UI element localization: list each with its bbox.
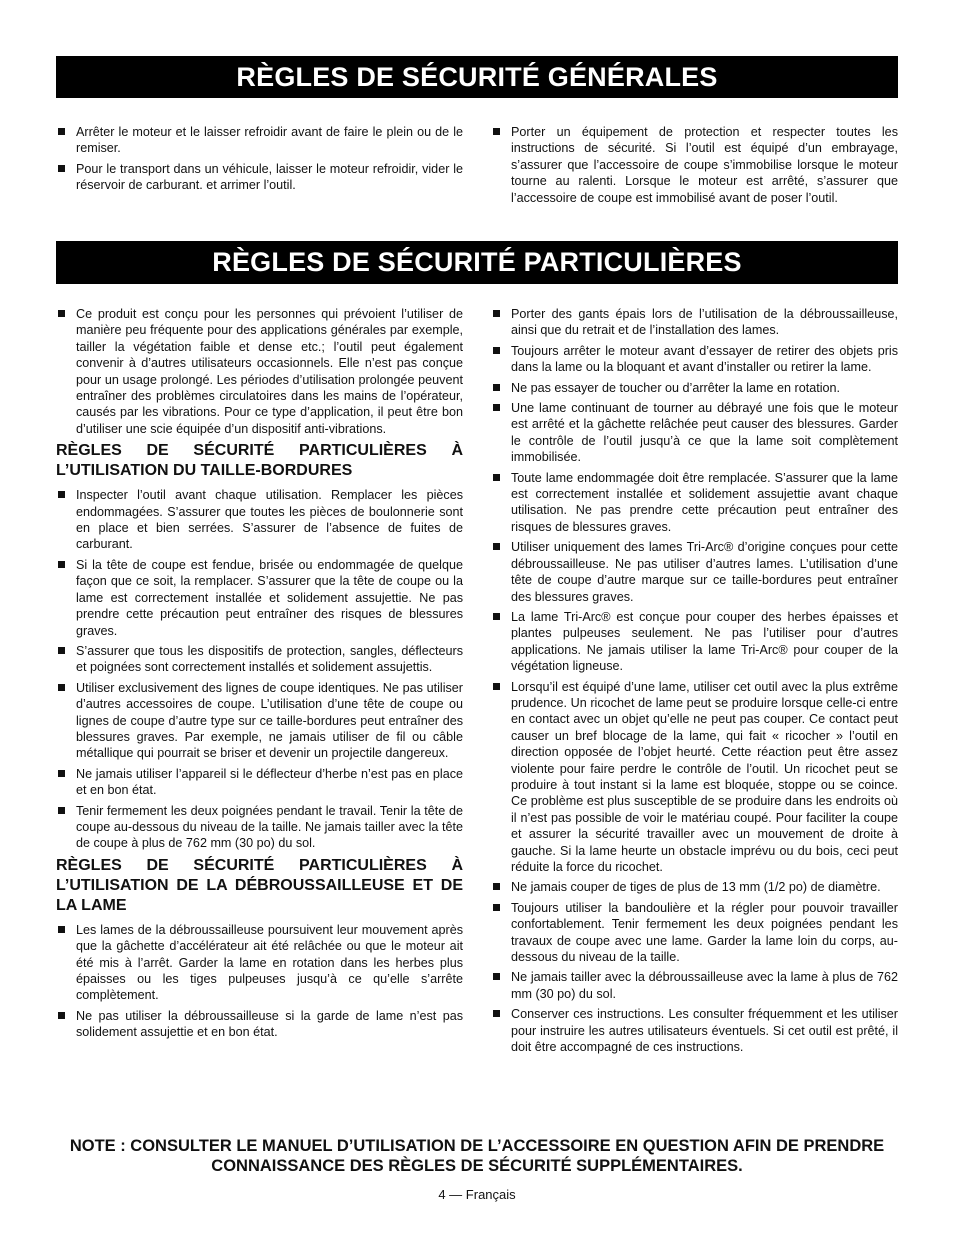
list-item <box>491 124 898 206</box>
square-bullet-icon <box>493 474 500 481</box>
particular-rules-banner <box>56 241 898 284</box>
list-item-text: Utiliser exclusivement des lignes de coupe identiques. Ne pas utiliser d’autres accessoires de coupe. L’utilisation d’une tête de coupe ou lignes de coupe d’autre type sur ce taille-bordures peut entraîner des blessures graves. Par exemple, ne jamais utiliser de fil ou câble métallique qui pourrait se briser et devenir un projectile dangereux. <box>76 680 463 761</box>
square-bullet-icon <box>493 404 500 411</box>
intro-list <box>56 306 463 437</box>
list-item <box>56 1008 463 1041</box>
square-bullet-icon <box>493 347 500 354</box>
square-bullet-icon <box>493 128 500 135</box>
list-item-text: Porter un équipement de protection et respecter toutes les instructions de sécurité. Si l’outil est équipé d’un embrayage, s’assurer que l’accessoire de coupe s’immobilise lorsque le moteur tourne au ralenti. Lorsque le moteur est arrêté, s’assurer que l’accessoire de coupe est immobilisé avant de poser l’outil. <box>511 125 898 205</box>
square-bullet-icon <box>493 973 500 980</box>
square-bullet-icon <box>58 491 65 498</box>
list-item-text: Toujours arrêter le moteur avant d’essayer de retirer des objets pris dans la lame ou la bloquant et avant d’installer ou retirer la lame. <box>511 343 898 375</box>
list-item <box>56 487 463 553</box>
brushcutter-rules-heading: RÈGLES DE SÉCURITÉ PARTICULIÈRES À L’UTILISATION DE LA DÉBROUSSAILLEUSE ET DE LA LAME <box>56 856 463 914</box>
square-bullet-icon <box>58 1012 65 1019</box>
square-bullet-icon <box>58 770 65 777</box>
list-item-text: Ne jamais couper de tiges de plus de 13 mm (1/2 po) de diamètre. <box>511 880 881 895</box>
list-item-text: Ne pas essayer de toucher ou d’arrêter la lame en rotation. <box>511 380 841 395</box>
list-item-text: Utiliser uniquement des lames Tri-Arc® d’origine conçues pour cette débroussailleuse. Ne pas utiliser d’autres lames. L’utilisation d’une tête de coupe d’autre marque sur ce taille-bordures peut entraîner des blessures graves. <box>511 540 898 604</box>
particular-rules-title: RÈGLES DE SÉCURITÉ PARTICULIÈRES <box>212 247 742 277</box>
page-footer: 4 — Français <box>438 1187 516 1202</box>
list-item <box>56 643 463 676</box>
list-item-text: Si la tête de coupe est fendue, brisée ou endommagée de quelque façon que ce soit, la remplacer. S’assurer que la tête de coupe ou la lame est correctement installée et solidement assujettie. Ne pas prendre cette précaution peut entraîner des risques de blessures graves. <box>76 557 463 638</box>
general-left-column <box>56 124 463 198</box>
brushcutter-rules-list <box>56 922 463 1041</box>
list-item-text: Tenir fermement les deux poignées pendant le travail. Tenir la tête de coupe au-dessous du niveau de la taille. Ne jamais tailler avec la tête de coupe à plus de 762 mm (30 po) du sol. <box>76 803 463 851</box>
list-item <box>491 679 898 876</box>
list-item <box>491 609 898 675</box>
square-bullet-icon <box>493 904 500 911</box>
square-bullet-icon <box>58 926 65 933</box>
list-item <box>56 680 463 762</box>
list-item-text: Toute lame endommagée doit être remplacée. S’assurer que la lame est correctement installée et solidement assujettie avant chaque utilisation. Ne pas prendre cette précaution peut entraîner des risques de blessures graves. <box>511 470 898 534</box>
accessory-manual-note: NOTE : CONSULTER LE MANUEL D’UTILISATION DE L’ACCESSOIRE EN QUESTION AFIN DE PRENDRE CONNAISSANCE DES RÈGLES DE SÉCURITÉ SUPPLÉMENTAIRES. <box>69 1137 885 1175</box>
list-item-text: Les lames de la débroussailleuse poursuivent leur mouvement après que la gâchette d’accélérateur ait été relâchée ou que le moteur ait été mis à l’arrêt. Garder la lame en rotation dans les herbes plus épaisses ou les tiges pulpeuses jusqu’à ce qu’elle s’arrête complètement. <box>76 922 463 1003</box>
square-bullet-icon <box>58 128 65 135</box>
list-item-text: Une lame continuant de tourner au débrayé une fois que le moteur est arrêté et la gâchette relâchée peut causer des blessures. Garder le contrôle de l’outil jusqu’à ce que la lame soit complètement immobilisée. <box>511 401 898 465</box>
list-item <box>491 400 898 466</box>
square-bullet-icon <box>493 883 500 890</box>
square-bullet-icon <box>493 1010 500 1017</box>
list-item-text: Inspecter l’outil avant chaque utilisation. Remplacer les pièces endommagées. S’assurer que toutes les pièces de boulonnerie sont en place et bien serrées. S’assurer de l’absence de fuites de carburant. <box>76 488 463 552</box>
square-bullet-icon <box>58 165 65 172</box>
list-item <box>491 380 898 396</box>
square-bullet-icon <box>58 807 65 814</box>
list-item <box>491 306 898 339</box>
list-item <box>56 306 463 437</box>
list-item <box>491 879 898 895</box>
square-bullet-icon <box>58 310 65 317</box>
trimmer-rules-heading: RÈGLES DE SÉCURITÉ PARTICULIÈRES À L’UTILISATION DU TAILLE-BORDURES <box>56 442 463 480</box>
list-item-text: S’assurer que tous les dispositifs de protection, sangles, déflecteurs et poignées sont correctement installés et solidement assujettis. <box>76 643 463 675</box>
list-item <box>491 900 898 966</box>
general-left-list <box>56 124 463 194</box>
trimmer-rules-list <box>56 487 463 852</box>
square-bullet-icon <box>493 310 500 317</box>
list-item <box>491 1006 898 1055</box>
general-rules-banner <box>56 56 898 98</box>
list-item-text: Arrêter le moteur et le laisser refroidir avant de faire le plein ou de le remiser. <box>76 125 463 156</box>
list-item-text: Ne jamais tailler avec la débroussailleuse avec la lame à plus de 762 mm (30 po) du sol. <box>511 970 898 1001</box>
list-item-text: Pour le transport dans un véhicule, laisser le moteur refroidir, vider le réservoir de carburant. et arrimer l’outil. <box>76 161 463 193</box>
square-bullet-icon <box>58 647 65 654</box>
list-item <box>491 969 898 1002</box>
list-item <box>491 343 898 376</box>
list-item-text: Ce produit est conçu pour les personnes qui prévoient l’utiliser de manière peu fréquente pour des applications générales par exemple, tailler la végétation faible et dense etc.; l’outil peut également convenir à d’autres utilisateurs occasionnels. Elle n’est pas conçue pour un usage prolongé. Les périodes d’utilisation prolongée peuvent entraîner des problèmes circulatoires dans les mains de l’opérateur, causés par les vibrations. Pour ce type d’application, il peut être bon d’utiliser une scie équipée d’un dispositif anti-vibrations. <box>76 307 463 436</box>
square-bullet-icon <box>493 683 500 690</box>
blade-rules-list <box>491 306 898 1055</box>
list-item-text: Lorsqu’il est équipé d’une lame, utiliser cet outil avec la plus extrême prudence. Un ricochet de lame peut se produire lorsque celle-ci entre en contact avec un objet qu’elle ne peut pas couper. Ce contact peut causer un bref blocage de la lame, qui fait « ricocher » l’outil en direction opposée de l’objet heurté. Cette réaction peut être assez violente pour faire perdre le contrôle de l’outil. Un ricochet peut se produire à tout instant si la lame est bloquée, stoppe ou se coince. Ce problème est plus susceptible de se produire dans les endroits où il n’est pas possible de voir le matériau coupé. Pour faciliter la coupe et assurer la sécurité travailler avec un mouvement de droite à gauche. Si la lame heurte un obstacle imprévu ou du bois, ceci peut réduite la force du ricochet. <box>511 679 898 874</box>
list-item <box>56 124 463 157</box>
square-bullet-icon <box>493 613 500 620</box>
general-right-list <box>491 124 898 206</box>
square-bullet-icon <box>493 543 500 550</box>
list-item <box>491 470 898 536</box>
list-item <box>56 161 463 194</box>
list-item <box>56 766 463 799</box>
list-item-text: Porter des gants épais lors de l’utilisation de la débroussailleuse, ainsi que du retrait et de l’installation des lames. <box>511 307 898 338</box>
list-item-text: Ne jamais utiliser l’appareil si le déflecteur d’herbe n’est pas en place et en bon état. <box>76 766 463 798</box>
list-item-text: Toujours utiliser la bandoulière et la régler pour pouvoir travailler confortablement. Tenir fermement les deux poignées pendant les travaux de coupe avec une lame. Garder la lame loin du corps, au-dessous du niveau de la taille. <box>511 900 898 965</box>
particular-left-column <box>56 306 463 1045</box>
list-item <box>491 539 898 605</box>
general-right-column <box>491 124 898 210</box>
list-item-text: La lame Tri-Arc® est conçue pour couper des herbes épaisses et plantes pulpeuses seulement. Ne pas l’utiliser pour d’autres applications. Ne jamais utiliser la lame Tri-Arc® pour couper de la végétation ligneuse. <box>511 609 898 674</box>
list-item-text: Ne pas utiliser la débroussailleuse si la garde de lame n’est pas solidement assujettie et en bon état. <box>76 1008 463 1040</box>
square-bullet-icon <box>58 684 65 691</box>
general-rules-title: RÈGLES DE SÉCURITÉ GÉNÉRALES <box>236 61 718 92</box>
list-item <box>56 557 463 639</box>
particular-right-column <box>491 306 898 1059</box>
list-item <box>56 803 463 852</box>
square-bullet-icon <box>58 561 65 568</box>
list-item <box>56 922 463 1004</box>
list-item-text: Conserver ces instructions. Les consulter fréquemment et les utiliser pour instruire les autres utilisateurs éventuels. Si cet outil est prêté, il doit être accompagné de ces instructions. <box>511 1007 898 1055</box>
square-bullet-icon <box>493 384 500 391</box>
